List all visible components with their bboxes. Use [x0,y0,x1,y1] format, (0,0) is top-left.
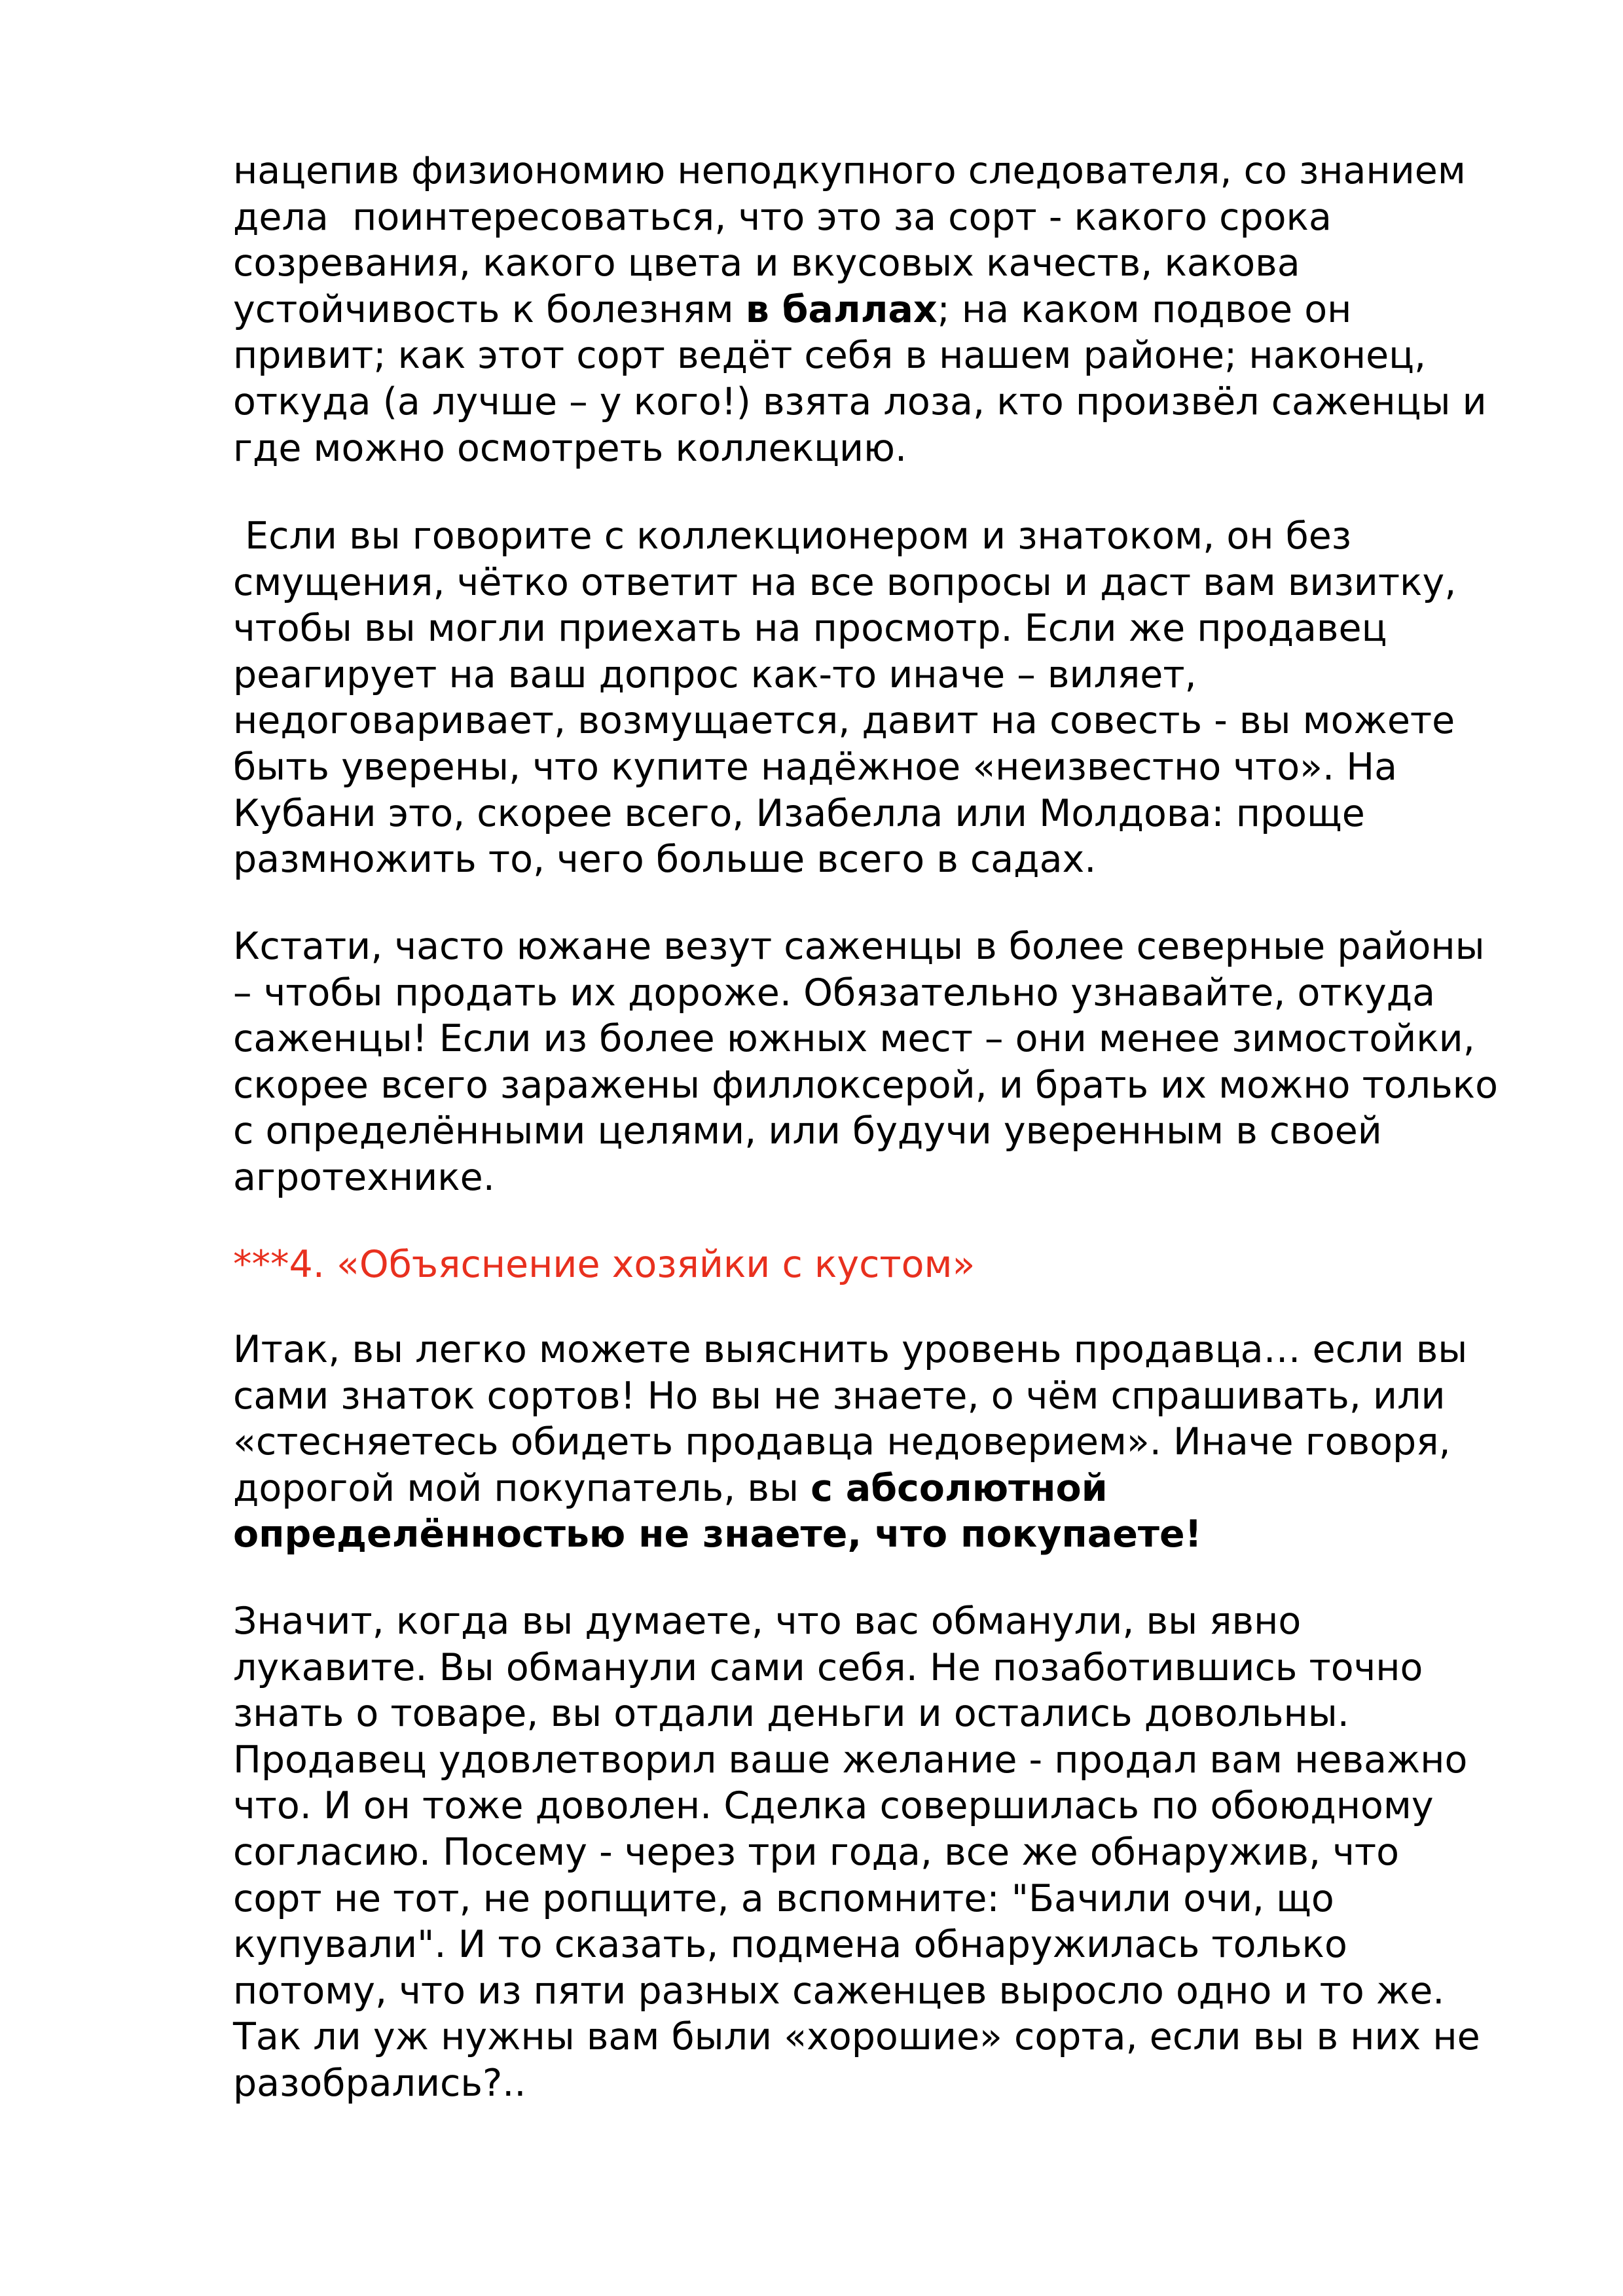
text-line: ; на каком подвое он [937,287,1352,331]
section-heading: ***4. «Объяснение хозяйки с кустом» [233,1243,976,1286]
text-line: недоговаривает, возмущается, давит на совесть - вы можете [233,699,1455,743]
text-line: знать о товаре, вы отдали деньги и остались довольны. [233,1692,1349,1736]
text-line: агротехнике. [233,1155,495,1199]
text-line: Так ли уж нужны вам были «хорошие» сорта, если вы в них не [233,2015,1480,2059]
text-line: реагирует на ваш допрос как-то иначе – виляет, [233,653,1197,696]
text-line: привит; как этот сорт ведёт себя в нашем районе; наконец, [233,334,1427,378]
text-line: лукавите. Вы обманули сами себя. Не позаботившись точно [233,1645,1423,1689]
text-line: чтобы вы могли приехать на просмотр. Если же продавец [233,607,1387,651]
text-line: Итак, вы легко можете выяснить уровень продавца… если вы [233,1328,1468,1371]
text-line: откуда (а лучше – у кого!) взята лоза, кто произвёл саженцы и [233,380,1487,423]
paragraph-collector [233,513,1536,883]
text-line: дорогой мой покупатель, вы [233,1466,811,1510]
bold-emphasis: определённостью не знаете, что покупаете! [233,1513,1202,1556]
text-line: сорт не тот, не ропщите, а вспомните: "Бачили очи, що [233,1876,1334,1920]
text-line: Кстати, часто южане везут саженцы в более северные районы [233,925,1485,968]
text-line: Если вы говорите с коллекционером и знатоком, он без [233,514,1352,558]
text-line: разобрались?.. [233,2061,526,2105]
text-line: где можно осмотреть коллекцию. [233,426,907,470]
text-line: саженцы! Если из более южных мест – они менее зимостойки, [233,1017,1475,1061]
text-line: быть уверены, что купите надёжное «неизвестно что». На [233,745,1397,789]
text-line: что. И он тоже доволен. Сделка совершилась по обоюдному [233,1784,1434,1828]
text-line: с определёнными целями, или будучи уверенным в своей [233,1109,1382,1153]
text-line: размножить то, чего больше всего в садах. [233,838,1097,882]
text-line: дела поинтересоваться, что это за сорт - какого срока [233,195,1332,239]
text-line: согласию. Посему - через три года, все же обнаружив, что [233,1830,1399,1874]
text-line: Продавец удовлетворил ваше желание - продал вам неважно [233,1738,1468,1782]
paragraph-self-deception [233,1598,1536,2107]
text-line: «стесняетесь обидеть продавца недоверием». Иначе говоря, [233,1420,1451,1464]
text-line: скорее всего заражены филлоксерой, и брать их можно только [233,1063,1498,1107]
bold-emphasis: с абсолютной [811,1466,1108,1510]
text-line: Значит, когда вы думаете, что вас обманули, вы явно [233,1600,1302,1643]
bold-emphasis: в баллах [745,287,938,331]
paragraph-buyer-knowledge [233,1327,1536,1558]
text-line: устойчивость к болезням [233,287,746,331]
text-line: Кубани это, скорее всего, Изабелла или Молдова: проще [233,791,1365,835]
text-line: смущения, чётко ответит на все вопросы и даст вам визитку, [233,560,1457,604]
text-line: созревания, какого цвета и вкусовых качеств, какова [233,242,1300,285]
text-line: купували". И то сказать, подмена обнаружилась только [233,1923,1347,1967]
text-line: – чтобы продать их дороже. Обязательно узнавайте, откуда [233,971,1436,1014]
text-line: потому, что из пяти разных саженцев выросло одно и то же. [233,1969,1445,2013]
text-line: сами знаток сортов! Но вы не знаете, о чём спрашивать, или [233,1374,1446,1418]
paragraph-seller-questions [233,148,1536,471]
paragraph-southern-seedlings [233,924,1536,1201]
text-line: нацепив физиономию неподкупного следователя, со знанием [233,149,1466,192]
